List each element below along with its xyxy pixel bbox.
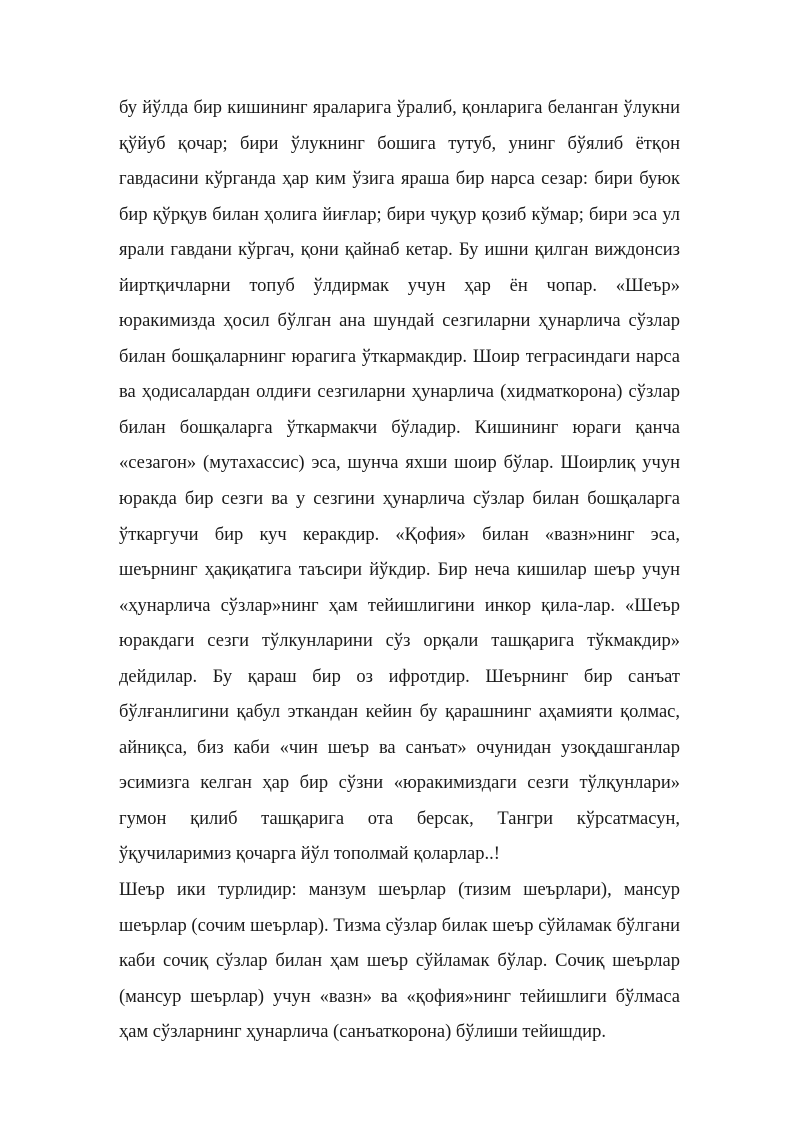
document-page: [119, 91, 680, 1051]
paragraph-1: бу йўлда бир кишининг яраларига ўралиб, қонларига беланган ўлукни қўйуб қочар; бири ўлукнинг бошига тутуб, унинг бўялиб ётқон гавдасини кўрганда ҳар ким ўзига яраша бир нарса сезар: бири буюк бир қўрқув билан ҳолига йиғлар; бири чуқур қозиб кўмар; бири эса ул ярали гавдани кўргач, қони қайнаб кетар. Бу ишни қилган виждонсиз йиртқичларни топуб ўлдирмак учун ҳар ён чопар. «Шеър» юракимизда ҳосил бўлган ана шундай сезгиларни ҳунарлича сўзлар билан бошқаларнинг юрагига ўткармакдир. Шоир теграсиндаги нарса ва ҳодисалардан олдиғи сезгиларни ҳунарлича (хидматкорона) сўзлар билан бошқаларга ўткармакчи бўладир. Кишининг юраги қанча «сезагон» (мутахассис) эса, шунча яхши шоир бўлар. Шоирлиқ учун юракда бир сезги ва у сезгини ҳунарлича сўзлар билан бошқаларга ўткаргучи бир куч керакдир. «Қофия» билан «вазн»нинг эса, шеърнинг ҳақиқатига таъсири йўкдир. Бир неча кишилар шеър учун «ҳунарлича сўзлар»нинг ҳам тейишлигини инкор қила-лар. «Шеър юракдаги сезги тўлкунларини сўз орқали ташқарига тўкмакдир» дейдилар. Бу қараш бир оз ифротдир. Шеърнинг бир санъат бўлғанлигини қабул эткандан кейин бу қарашнинг аҳамияти қолмас, айниқса, биз каби «чин шеър ва санъат» очунидан узоқдашганлар эсимизга келган ҳар бир сўзни «юракимиздаги сезги тўлқунлари» гумон қилиб ташқарига ота берсак, Тангри кўрсатмасун, ўқучиларимиз қочарга йўл тополмай қоларлар..!: [119, 98, 680, 865]
paragraph-2: Шеър ики турлидир: манзум шеърлар (тизим шеърлари), мансур шеърлар (сочим шеърлар). Тизма сўзлар билак шеър сўйламак бўлгани каби сочиқ сўзлар билан ҳам шеър сўйламак бўлар. Сочиқ шеърлар (мансур шеърлар) учун «вазн» ва «қофия»нинг тейишлиги бўлмаса ҳам сўзларнинг ҳунарлича (санъаткорона) бўлиши тейишдир.: [119, 880, 680, 1043]
